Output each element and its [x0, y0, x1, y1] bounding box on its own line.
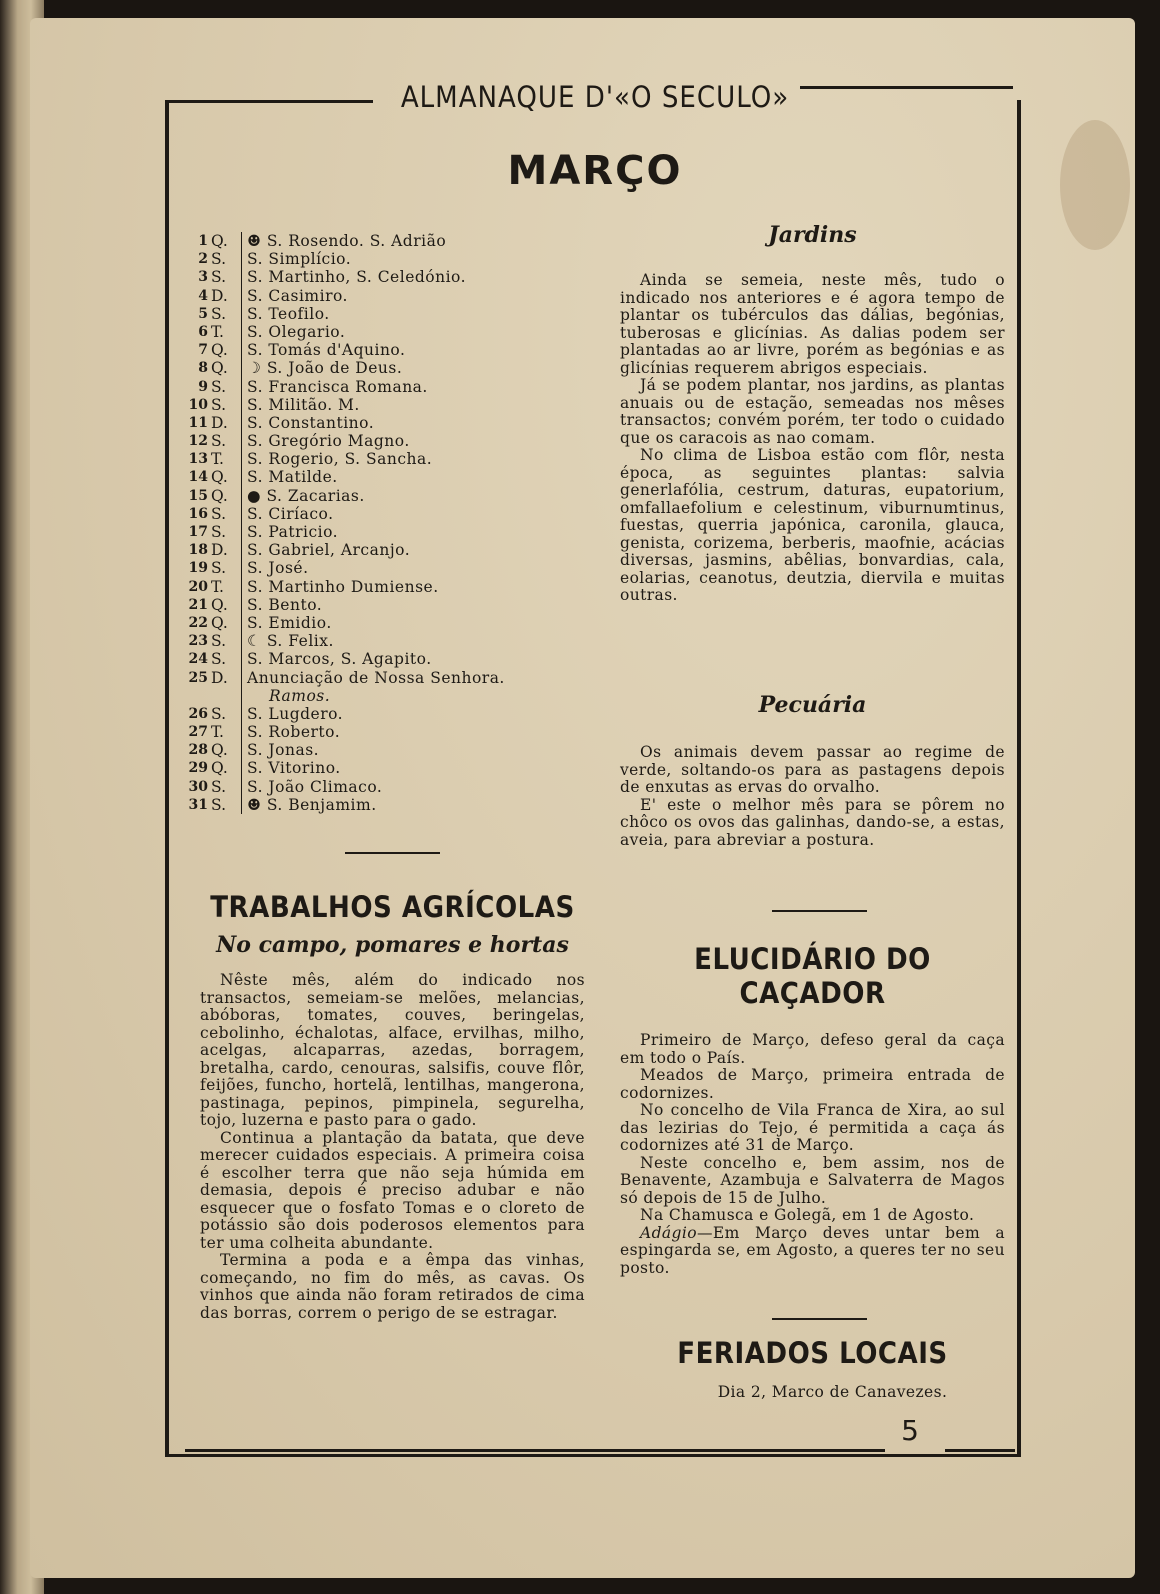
calendar-day: 7 — [198, 342, 208, 359]
calendar-day: 26 — [188, 705, 208, 722]
calendar-day: 29 — [188, 760, 208, 777]
calendar-saint: S. Roberto. — [247, 723, 341, 742]
calendar-day: 2 — [198, 251, 208, 268]
calendar-row — [186, 250, 596, 268]
feriados-section — [620, 1336, 1005, 1402]
jardins-paragraph-2: Já se podem plantar, nos jardins, as plantas anuais ou de estação, semeadas nos mêses transactos; convém porém, ter todo o cuidado que os caracois as nao comam. — [620, 376, 1005, 447]
calendar-saint: S. Bento. — [247, 595, 323, 614]
calendar-day: 21 — [188, 596, 208, 613]
calendar-saint: S. Tomás d'Aquino. — [247, 341, 406, 360]
calendar-day: 20 — [188, 578, 208, 595]
calendar-row — [186, 796, 596, 814]
calendar-day: 9 — [198, 378, 208, 395]
calendar-row — [186, 541, 596, 559]
trabalhos-paragraph-3: Termina a poda e a êmpa das vinhas, começando, no fim do mês, as cavas. Os vinhos que ainda não foram retirados de cima das borras, correm o perigo de se estragar. — [200, 1251, 585, 1322]
calendar-weekday: Q. — [208, 341, 242, 359]
calendar-day: 19 — [188, 560, 208, 577]
calendar-row — [186, 723, 596, 741]
trabalhos-title: TRABALHOS AGRÍCOLAS — [210, 890, 575, 924]
calendar-row — [186, 505, 596, 523]
calendar-weekday: S. — [208, 796, 242, 814]
calendar-row — [186, 396, 596, 414]
calendar-weekday: Q. — [208, 596, 242, 614]
calendar-day: 12 — [188, 433, 208, 450]
calendar-row — [186, 523, 596, 541]
jardins-title: Jardins — [768, 222, 857, 248]
calendar-day: 1 — [198, 233, 208, 249]
calendar-day: 8 — [198, 360, 208, 377]
elucidario-title: ELUCIDÁRIO DO CAÇADOR — [694, 942, 931, 1010]
calendar-row — [186, 741, 596, 759]
calendar-row — [186, 378, 596, 396]
calendar-day: 16 — [188, 505, 208, 522]
trabalhos-subtitle: No campo, pomares e hortas — [216, 932, 569, 958]
calendar-day: 15 — [188, 487, 208, 504]
calendar-saint: S. Vitorino. — [247, 759, 341, 778]
calendar-weekday: T. — [208, 450, 242, 468]
calendar-saint: ☽ S. João de Deus. — [247, 359, 403, 378]
calendar-weekday: S. — [208, 705, 242, 723]
elucidario-section — [620, 942, 1005, 1277]
separator-right-1 — [772, 910, 867, 912]
calendar-weekday: Q. — [208, 359, 242, 377]
calendar-row — [186, 705, 596, 723]
calendar-day: 5 — [198, 305, 208, 322]
calendar-saint: S. Matilde. — [247, 468, 338, 487]
pecuaria-paragraph-1: Os animais devem passar ao regime de verde, soltando-os para as pastagens depois de enxutas as ervas do orvalho. — [620, 743, 1005, 796]
calendar-weekday: S. — [208, 396, 242, 414]
calendar-saint: S. Gabriel, Arcanjo. — [247, 541, 411, 560]
calendar-weekday: S. — [208, 650, 242, 668]
calendar-saint: S. Constantino. — [247, 413, 375, 432]
elucidario-paragraph-1: Primeiro de Março, defeso geral da caça em todo o País. — [620, 1031, 1005, 1067]
calendar-weekday: Q. — [208, 741, 242, 759]
calendar-row — [186, 759, 596, 777]
almanac-title: ALMANAQUE D'«O SECULO» — [400, 80, 790, 114]
calendar-day: 17 — [188, 524, 208, 540]
calendar-row — [186, 669, 596, 687]
calendar-day: 14 — [188, 469, 208, 486]
feriados-text-wrap — [620, 1384, 1005, 1402]
calendar-day: 23 — [188, 633, 208, 650]
calendar-row — [186, 559, 596, 577]
calendar-day: 25 — [188, 669, 208, 686]
header-rule-right — [800, 86, 1013, 89]
paper-stain — [1060, 120, 1130, 250]
feriados-title: FERIADOS LOCAIS — [677, 1336, 948, 1370]
calendar-saint: ☻ S. Rosendo. S. Adrião — [247, 232, 447, 250]
calendar-weekday: D. — [208, 414, 242, 432]
calendar-row — [186, 468, 596, 486]
saints-calendar — [186, 232, 596, 814]
elucidario-text — [620, 1032, 1005, 1277]
elucidario-paragraph-5: Na Chamusca e Golegã, em 1 de Agosto. — [640, 1206, 975, 1224]
calendar-day: 18 — [188, 542, 208, 559]
calendar-weekday: T. — [208, 323, 242, 341]
calendar-weekday: Q. — [208, 614, 242, 632]
calendar-weekday: S. — [208, 378, 242, 396]
calendar-row — [186, 341, 596, 359]
calendar-row — [186, 450, 596, 468]
calendar-day: 27 — [188, 724, 208, 741]
pecuaria-text — [620, 744, 1005, 849]
calendar-row — [186, 614, 596, 632]
calendar-day: 30 — [188, 778, 208, 795]
calendar-weekday: S. — [208, 432, 242, 450]
feriados-text: Dia 2, Marco de Canavezes. — [717, 1383, 948, 1401]
calendar-saint: Anunciação de Nossa Senhora. — [247, 668, 505, 687]
trabalhos-paragraph-1: Nêste mês, além do indicado nos transactos, semeiam-se melões, melancias, abóboras, tomates, couves, beringelas, cebolinho, échalotas, alface, ervilhas, milho, acelgas, alcaparras, azedas, borragem, bretalha, cardo, cenouras, salsifis, couve flôr, feijões, funcho, hortelã, lentilhas, mangerona, pastinaga, pepinos, pimpinela, segurelha, tojo, luzerna e pasto para o gado. — [200, 971, 585, 1129]
calendar-day: 4 — [198, 287, 208, 304]
calendar-weekday — [208, 687, 242, 705]
calendar-saint: S. Jonas. — [247, 741, 320, 760]
calendar-saint: S. José. — [247, 559, 309, 578]
calendar-weekday: S. — [208, 305, 242, 323]
calendar-day: 13 — [188, 451, 208, 468]
calendar-day: 24 — [188, 651, 208, 668]
calendar-row — [186, 778, 596, 796]
calendar-saint: ☾ S. Felix. — [247, 632, 334, 651]
calendar-day: 3 — [198, 269, 208, 286]
calendar-day: 11 — [188, 414, 208, 431]
calendar-row — [186, 432, 596, 450]
calendar-saint: ☻ S. Benjamim. — [247, 795, 377, 814]
calendar-weekday: S. — [208, 559, 242, 577]
calendar-row — [186, 650, 596, 668]
trabalhos-section — [200, 890, 585, 1322]
calendar-row — [186, 305, 596, 323]
month-title: MARÇO — [507, 148, 683, 194]
calendar-saint: S. Patricio. — [247, 523, 339, 541]
calendar-saint: S. Lugdero. — [247, 704, 344, 723]
calendar-saint: S. Martinho, S. Celedónio. — [247, 268, 467, 287]
calendar-row — [186, 578, 596, 596]
calendar-saint: S. Ciríaco. — [247, 504, 334, 523]
calendar-saint: S. Gregório Magno. — [247, 432, 410, 451]
calendar-saint: S. Olegario. — [247, 322, 346, 341]
calendar-saint: Ramos. — [269, 686, 331, 705]
calendar-row — [186, 596, 596, 614]
trabalhos-text — [200, 972, 585, 1322]
calendar-weekday: S. — [208, 778, 242, 796]
pecuaria-paragraph-2: E' este o melhor mês para se pôrem no chôco os ovos das galinhas, dando-se, a estas, aveia, para abreviar a postura. — [620, 795, 1005, 849]
calendar-day: 28 — [188, 742, 208, 759]
calendar-saint: S. Militão. M. — [247, 395, 360, 414]
jardins-paragraph-1: Ainda se semeia, neste mês, tudo o indicado nos anteriores e é agora tempo de plantar os tubérculos das dálias, begónias, tuberosas e glicínias. As dalias podem ser plantadas ao ar livre, porém as begónias e as glicínias requerem abrigos especiais. — [620, 271, 1005, 377]
calendar-row — [186, 632, 596, 650]
calendar-day: 31 — [188, 796, 208, 813]
elucidario-paragraph-2: Meados de Março, primeira entrada de codornizes. — [620, 1066, 1005, 1102]
page-number: 5 — [901, 1414, 919, 1447]
calendar-saint: S. Francisca Romana. — [247, 377, 428, 396]
elucidario-paragraph-4: Neste concelho e, bem assim, nos de Benavente, Azambuja e Salvaterra de Magos só depois de 15 de Julho. — [620, 1153, 1005, 1207]
calendar-weekday: S. — [208, 250, 242, 268]
trabalhos-paragraph-2: Continua a plantação da batata, que deve merecer cuidados especiais. A primeira coisa é escolher terra que não seja húmida em demasia, depois é preciso adubar e não esquecer que o fosfato Tomas e o cloreto de potássio são dois poderosos elementos para ter uma colheita abundante. — [200, 1128, 585, 1252]
footer-rule-left — [185, 1449, 885, 1452]
calendar-row — [186, 487, 596, 505]
calendar-saint: S. Casimiro. — [247, 286, 348, 305]
calendar-row — [186, 414, 596, 432]
calendar-weekday: T. — [208, 723, 242, 741]
calendar-weekday: Q. — [208, 487, 242, 505]
calendar-weekday: D. — [208, 541, 242, 559]
calendar-row — [186, 359, 596, 377]
calendar-day: 22 — [188, 614, 208, 631]
calendar-row — [186, 687, 596, 705]
calendar-saint: ● S. Zacarias. — [247, 486, 365, 505]
calendar-day: 10 — [188, 396, 208, 413]
adagio-paragraph — [620, 1225, 1005, 1278]
adagio-label: Adágio — [640, 1223, 697, 1242]
calendar-weekday: Q. — [208, 759, 242, 777]
calendar-weekday: S. — [208, 632, 242, 650]
calendar-weekday: S. — [208, 268, 242, 286]
calendar-weekday: Q. — [208, 468, 242, 486]
pecuaria-section — [620, 692, 1005, 849]
adagio-text: —Em Março deves untar bem a espingarda se, em Agosto, a queres ter no seu posto. — [620, 1223, 1005, 1277]
calendar-saint: S. Emidio. — [247, 613, 332, 632]
calendar-day: 6 — [198, 323, 208, 340]
jardins-text — [620, 272, 1005, 605]
calendar-weekday: Q. — [208, 232, 242, 250]
calendar-weekday: T. — [208, 578, 242, 596]
separator-right-2 — [772, 1318, 867, 1320]
calendar-saint: S. João Climaco. — [247, 777, 383, 796]
calendar-weekday: D. — [208, 669, 242, 687]
calendar-row — [186, 268, 596, 286]
calendar-saint: S. Teofilo. — [247, 304, 330, 323]
calendar-saint: S. Rogerio, S. Sancha. — [247, 450, 433, 469]
calendar-row — [186, 287, 596, 305]
calendar-saint: S. Marcos, S. Agapito. — [247, 650, 432, 669]
calendar-weekday: S. — [208, 505, 242, 523]
calendar-day — [186, 687, 208, 705]
jardins-paragraph-3: No clima de Lisboa estão com flôr, nesta época, as seguintes plantas: salvia generlafólia, cestrum, daturas, eupatorium, omfallaefolium e celestinum, viburnumtinus, fuestas, querria japónica, caronila, glauca, genista, corizema, berberis, maofnie, acácias diversas, jasmins, abêlias, bonvardias, cala, eolarias, ceanotus, deutzia, diervila e muitas outras. — [620, 446, 1005, 604]
calendar-row — [186, 323, 596, 341]
elucidario-paragraph-3: No concelho de Vila Franca de Xira, ao sul das lezirias do Tejo, é permitida a caça ás codornizes até 31 de Março. — [620, 1101, 1005, 1154]
calendar-weekday: D. — [208, 287, 242, 305]
calendar-saint: S. Martinho Dumiense. — [247, 577, 439, 596]
pecuaria-title: Pecuária — [758, 692, 867, 718]
separator-left — [345, 852, 440, 854]
calendar-saint: S. Simplício. — [247, 250, 352, 269]
jardins-section — [620, 222, 1005, 605]
footer-rule-right — [945, 1449, 1015, 1452]
calendar-row — [186, 232, 596, 250]
calendar-weekday: S. — [208, 523, 242, 541]
